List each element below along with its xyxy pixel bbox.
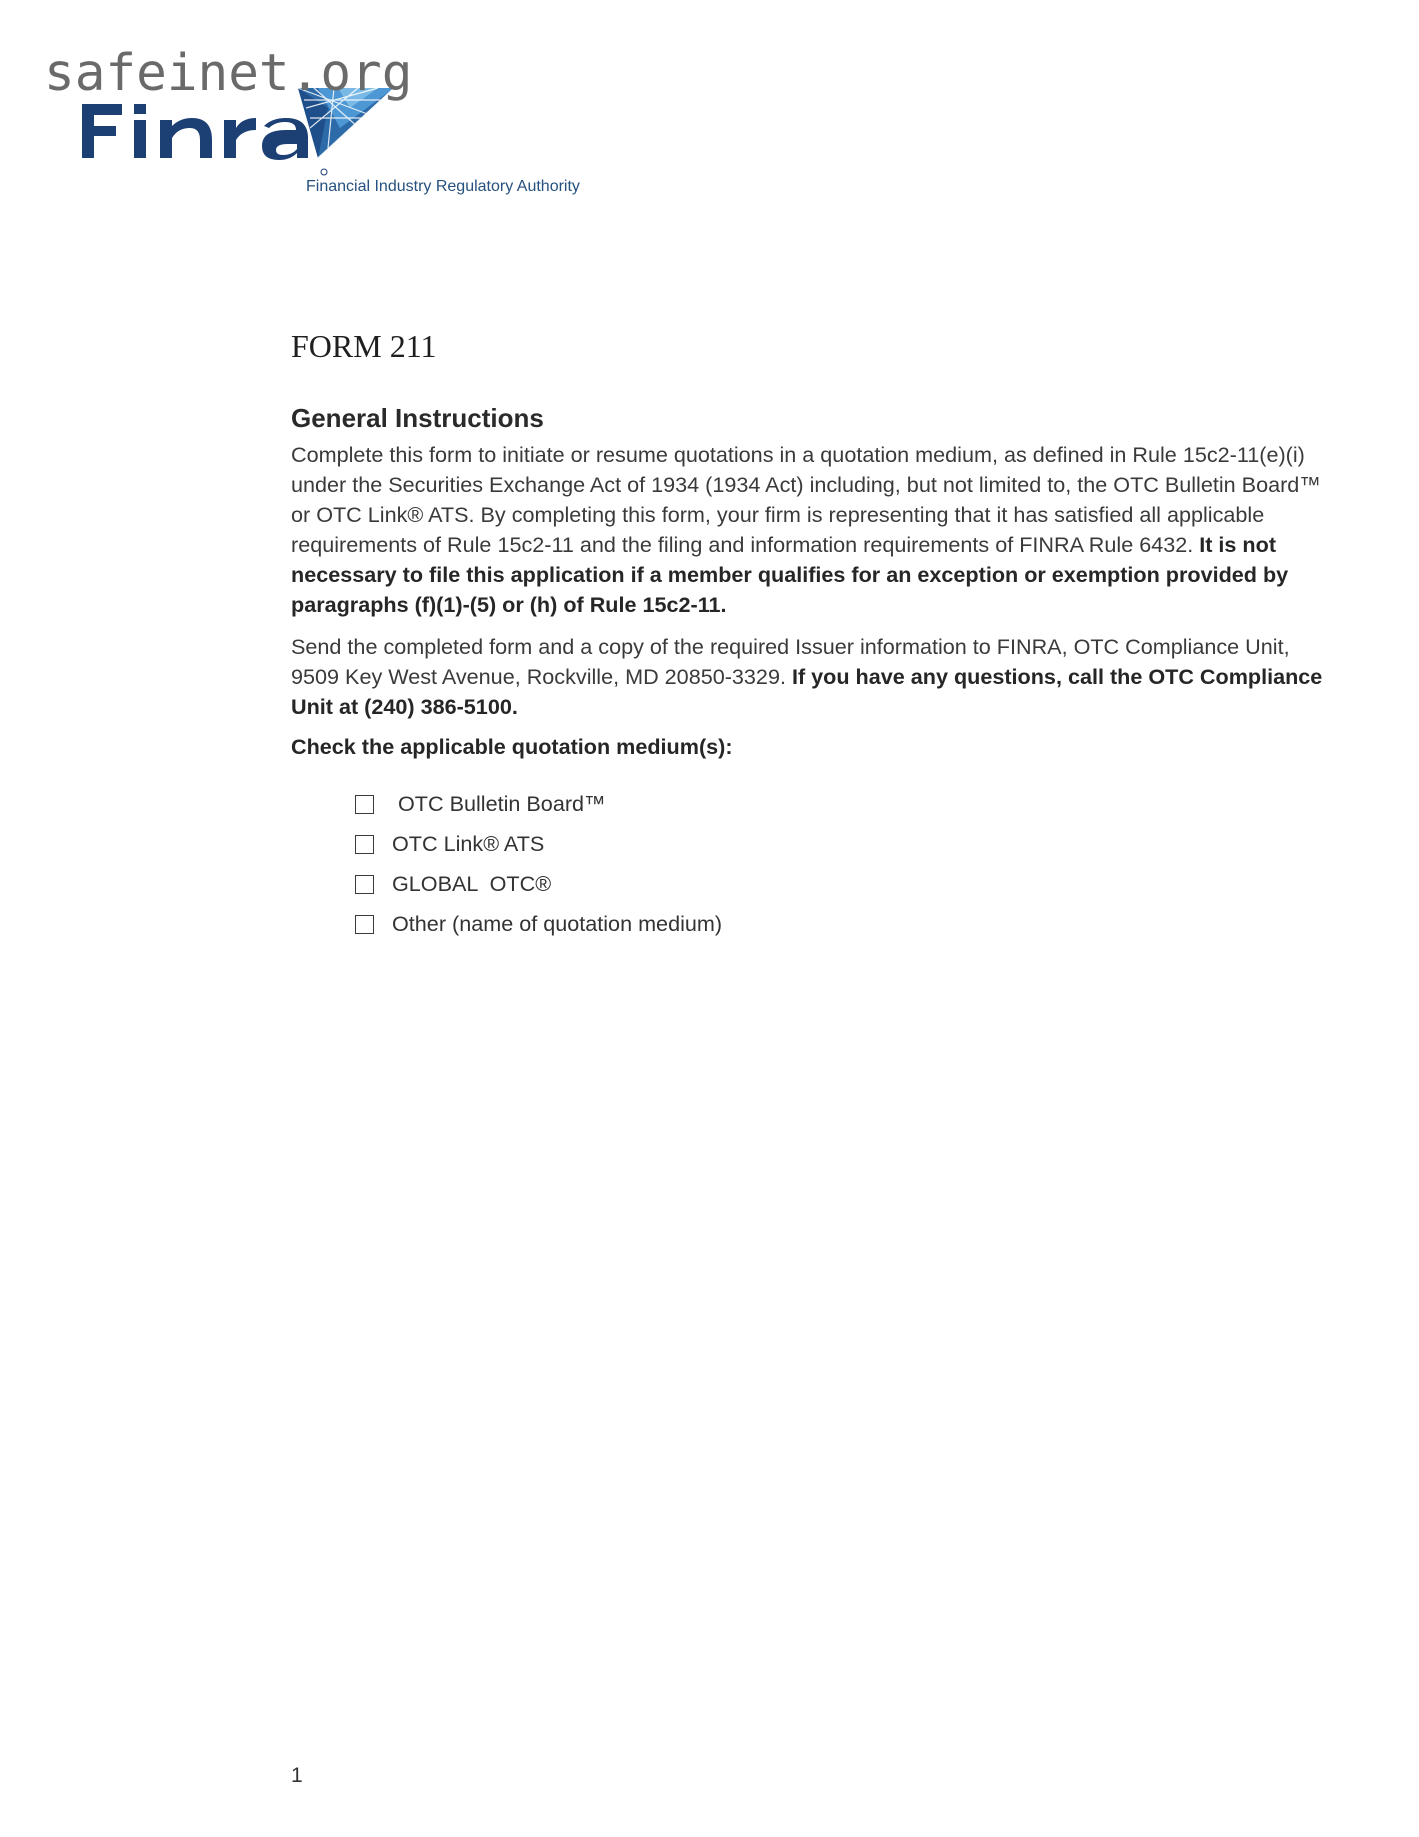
paragraph-2-bold: If you have any questions, call the OTC Compliance Unit at (240) 386-5100.: [291, 664, 1323, 719]
checkbox-other[interactable]: [355, 915, 374, 934]
option-label: OTC Bulletin Board™: [392, 791, 606, 816]
form-title: FORM 211: [291, 328, 437, 364]
checkbox-otc-bulletin-board[interactable]: [355, 795, 374, 814]
logo-tagline: Financial Industry Regulatory Authority: [306, 178, 580, 195]
option-otc-link-ats[interactable]: [355, 824, 1331, 864]
check-heading: Check the applicable quotation medium(s):: [291, 734, 733, 759]
checkbox-otc-link-ats[interactable]: [355, 835, 374, 854]
option-global-otc[interactable]: [355, 864, 1331, 904]
instructions-paragraph-1: [291, 440, 1331, 620]
paragraph-1-text: Complete this form to initiate or resume quotations in a quotation medium, as defined in Rule 15c2-11(e)(i) under the Securities Exchange Act of 1934 (1934 Act) including, but not limited to, the OTC Bulletin Board™ or OTC Link® ATS. By completing this form, your firm is representing that it has satisfied all applicable requirements of Rule 15c2-11 and the filing and information requirements of FINRA Rule 6432.: [291, 442, 1321, 557]
paragraph-2-text: Send the completed form and a copy of the required Issuer information to FINRA, OTC Compliance Unit, 9509 Key West Avenue, Rockville, MD 20850-3329.: [291, 634, 1290, 689]
paragraph-1-bold: It is not necessary to file this application if a member qualifies for an exception or exemption provided by paragraphs (f)(1)-(5) or (h) of Rule 15c2-11.: [291, 532, 1289, 617]
option-label: GLOBAL OTC®: [392, 871, 552, 896]
section-heading: General Instructions: [291, 403, 544, 433]
quotation-medium-options: [355, 784, 1331, 944]
page-number: 1: [291, 1764, 303, 1787]
option-other[interactable]: [355, 904, 1331, 944]
checkbox-global-otc[interactable]: [355, 875, 374, 894]
form-content: [291, 320, 1331, 944]
option-label: Other (name of quotation medium): [392, 911, 723, 936]
option-label: OTC Link® ATS: [392, 831, 545, 856]
instructions-paragraph-2: [291, 632, 1331, 722]
option-otc-bulletin-board[interactable]: [355, 784, 1331, 824]
watermark-text: safeinet.org: [44, 44, 413, 103]
